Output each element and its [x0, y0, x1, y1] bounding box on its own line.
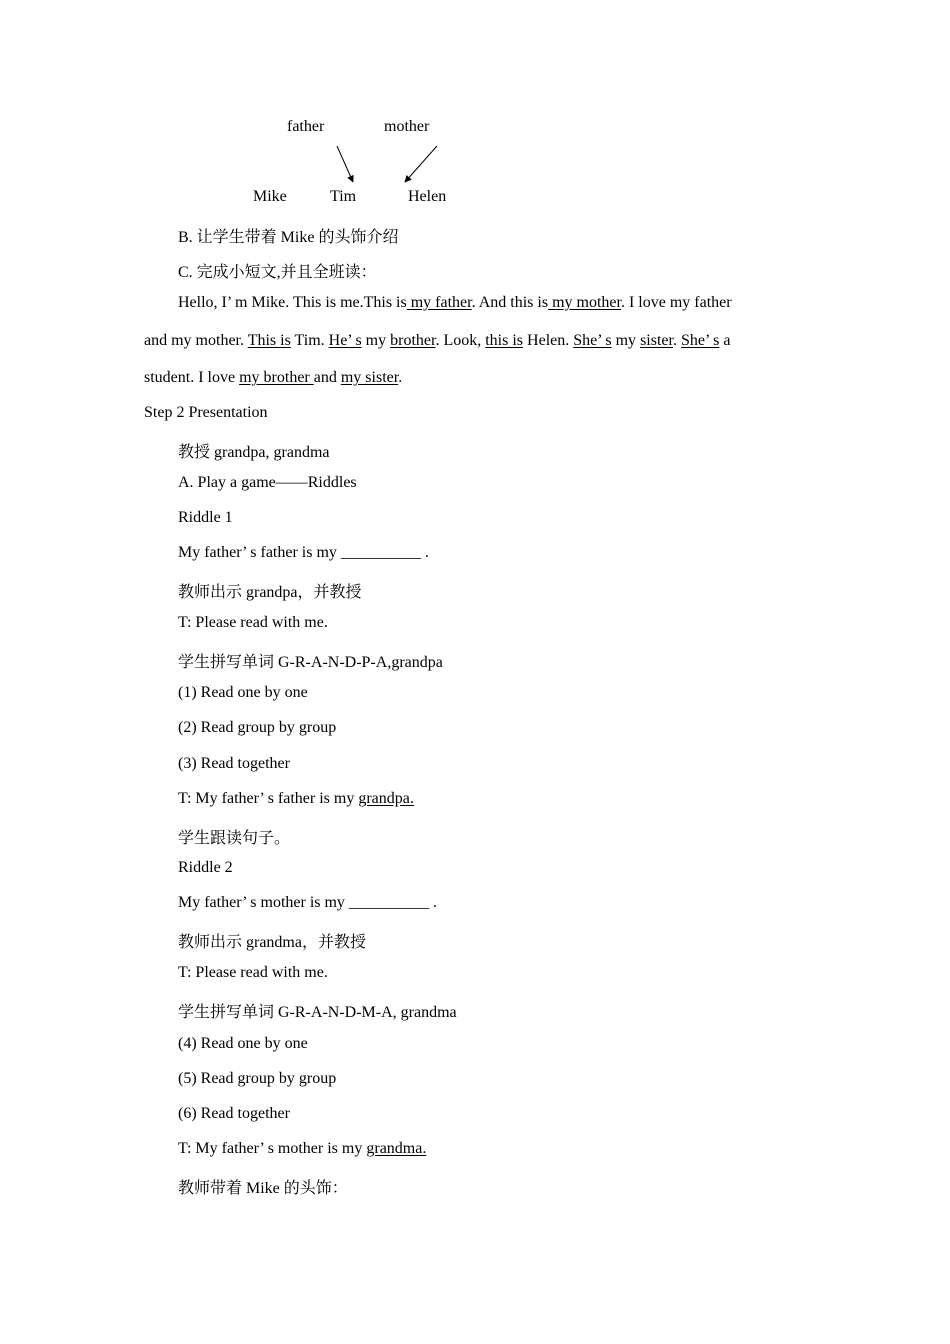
label-helen: Helen	[408, 188, 447, 205]
riddle-1-answer: T: My father’ s father is my grandpa.	[178, 790, 414, 807]
riddle-2-answer: T: My father’ s mother is my grandma.	[178, 1140, 427, 1157]
riddle-1-spell: 学生拼写单词 G-R-A-N-D-P-A,grandpa	[178, 654, 443, 671]
label-father: father	[287, 118, 325, 135]
label-mike: Mike	[253, 188, 287, 205]
riddle-2-read: T: Please read with me.	[178, 964, 328, 981]
riddle-1-item-3: (3) Read together	[178, 755, 290, 772]
riddle-1-item-2: (2) Read group by group	[178, 719, 337, 736]
label-tim: Tim	[330, 188, 357, 205]
passage-line-2: and my mother. This is Tim. He’ s my brother. Look, this is Helen. She’ s my sister. She’ s a	[144, 332, 731, 349]
teach-line: 教授 grandpa, grandma	[178, 444, 330, 461]
riddle-2-spell: 学生拼写单词 G-R-A-N-D-M-A, grandma	[178, 1004, 457, 1021]
passage-line-3: student. I love my brother and my sister.	[144, 369, 403, 386]
riddle-1-question: My father’ s father is my __________ .	[178, 544, 429, 561]
label-mother: mother	[384, 118, 430, 135]
diagram-arrows	[0, 0, 950, 250]
last-line: 教师带着 Mike 的头饰：	[178, 1180, 348, 1197]
game-line: A. Play a game——Riddles	[178, 474, 357, 491]
riddle-2-item-5: (5) Read group by group	[178, 1070, 337, 1087]
arrow-father-tim	[337, 146, 353, 182]
riddle-2-item-4: (4) Read one by one	[178, 1035, 308, 1052]
riddle-2-title: Riddle 2	[178, 859, 233, 876]
passage-line-1: Hello, I’ m Mike. This is me.This is my father. And this is my mother. I love my father	[178, 294, 732, 311]
arrow-mother-helen	[405, 146, 437, 182]
riddle-1-follow: 学生跟读句子。	[178, 830, 291, 847]
line-c: C. 完成小短文,并且全班读：	[178, 264, 377, 281]
step-2-heading: Step 2 Presentation	[144, 404, 268, 421]
riddle-2-show: 教师出示 grandma，并教授	[178, 934, 366, 951]
riddle-2-item-6: (6) Read together	[178, 1105, 290, 1122]
riddle-1-title: Riddle 1	[178, 509, 233, 526]
riddle-1-show: 教师出示 grandpa，并教授	[178, 584, 362, 601]
riddle-1-item-1: (1) Read one by one	[178, 684, 308, 701]
riddle-2-question: My father’ s mother is my __________ .	[178, 894, 437, 911]
riddle-1-read: T: Please read with me.	[178, 614, 328, 631]
line-b: B. 让学生带着 Mike 的头饰介绍	[178, 229, 399, 246]
